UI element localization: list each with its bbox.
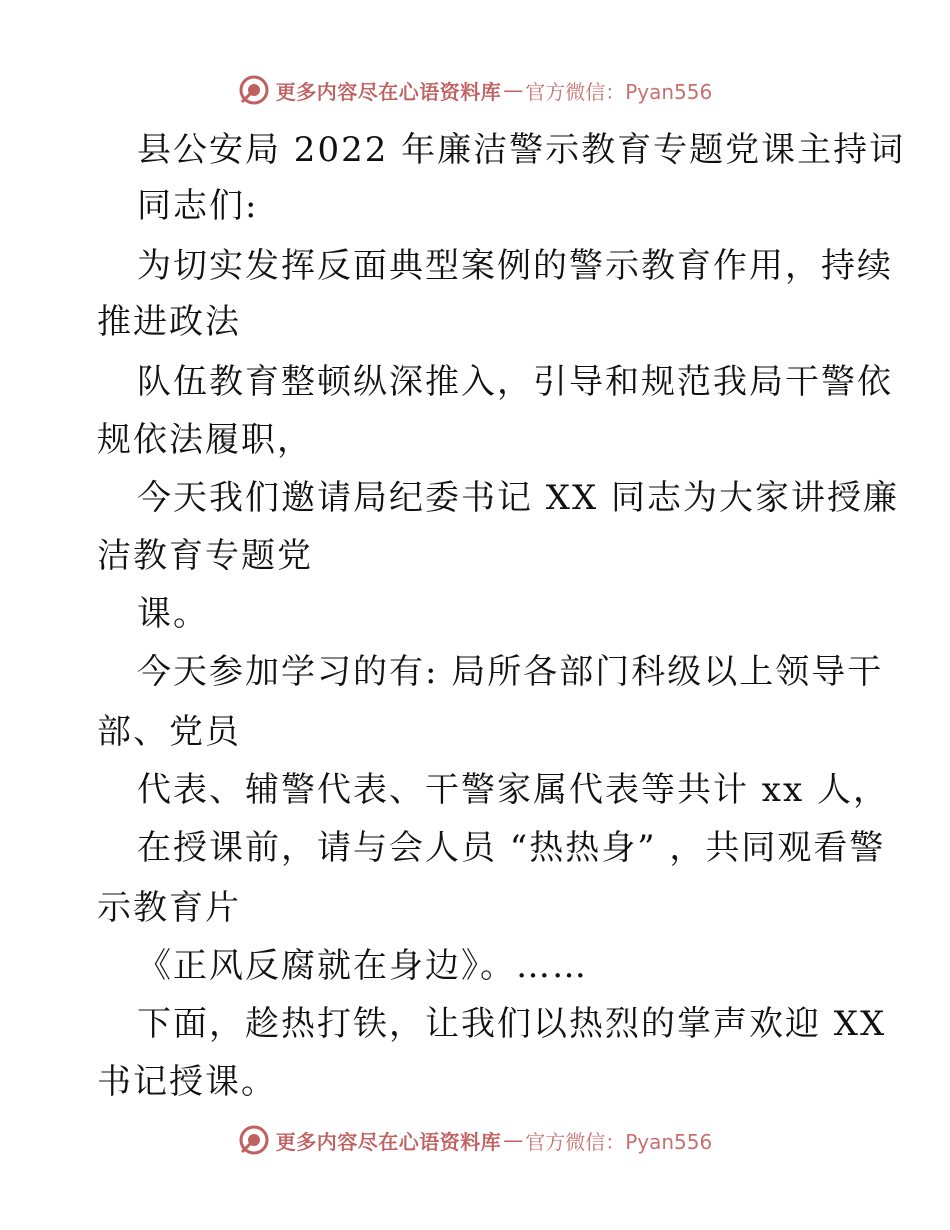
- document-line: 今天我们邀请局纪委书记 XX 同志为大家讲授廉: [137, 478, 900, 518]
- document-line: 在授课前，请与会人员 “热热身” ，共同观看警: [137, 828, 886, 868]
- banner-title: 更多内容尽在心语资料库: [275, 1129, 502, 1154]
- pen-logo-icon: [238, 1124, 270, 1156]
- header-banner: [0, 70, 950, 110]
- document-line: 《正风反腐就在身边》。……: [137, 946, 588, 986]
- footer-banner: [0, 1120, 950, 1160]
- document-title: 县公安局 2022 年廉洁警示教育专题党课主持词: [137, 130, 906, 170]
- banner-contact: 官方微信：Pyan556: [525, 1129, 713, 1154]
- pen-logo-icon: [238, 74, 270, 106]
- document-line: 部、党员: [97, 712, 241, 752]
- banner-dash: —: [503, 1128, 524, 1152]
- document-line: 规依法履职，: [97, 420, 313, 460]
- banner-dash: —: [503, 78, 524, 102]
- document-line: 洁教育专题党: [97, 536, 313, 576]
- document-line: 推进政法: [97, 302, 241, 342]
- document-line: 代表、辅警代表、干警家属代表等共计 xx 人，: [137, 770, 889, 810]
- document-line: 示教育片: [97, 888, 241, 928]
- document-line: 课。: [137, 594, 209, 634]
- document-line: 书记授课。: [97, 1062, 277, 1102]
- document-line: 今天参加学习的有: 局所各部门科级以上领导干: [137, 652, 884, 692]
- banner-title: 更多内容尽在心语资料库: [275, 79, 502, 104]
- document-line: 下面，趁热打铁，让我们以热烈的掌声欢迎 XX: [137, 1004, 887, 1044]
- document-line: 同志们:: [137, 186, 259, 226]
- document-line: 队伍教育整顿纵深推入，引导和规范我局干警依: [137, 362, 893, 402]
- document-line: 为切实发挥反面典型案例的警示教育作用，持续: [137, 246, 893, 286]
- banner-contact: 官方微信：Pyan556: [525, 79, 713, 104]
